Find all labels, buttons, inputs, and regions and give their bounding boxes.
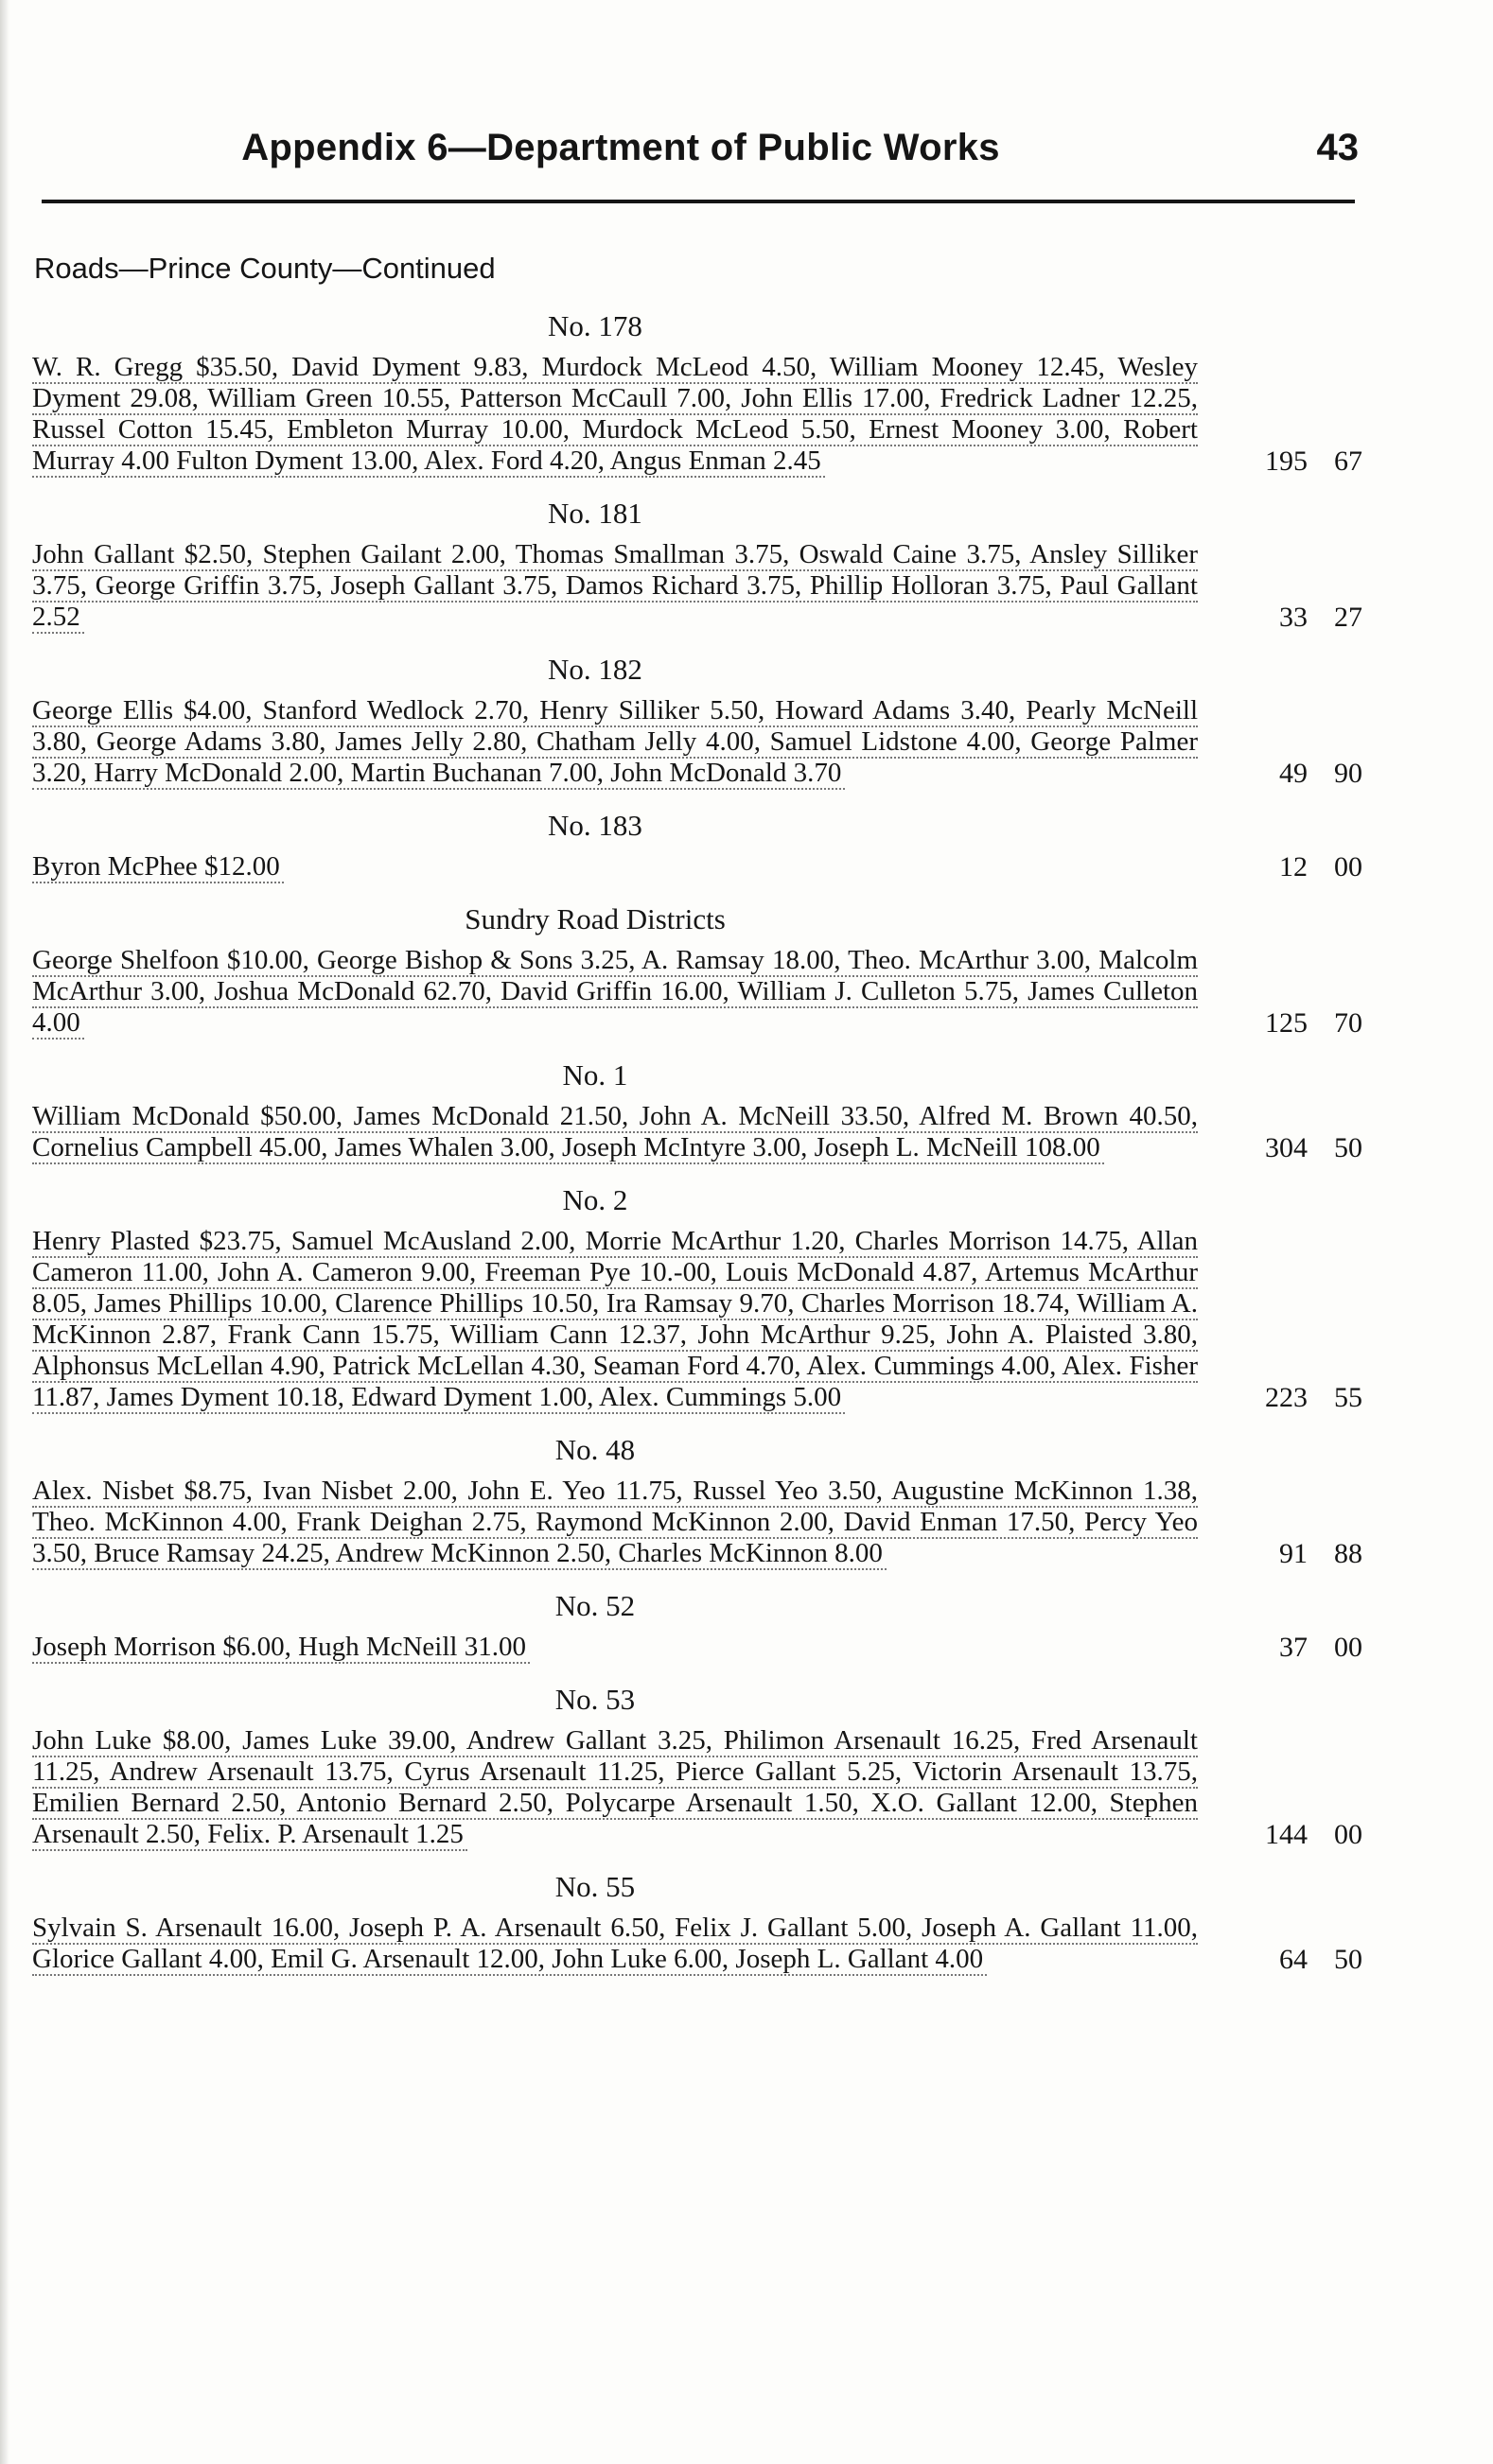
payee-text: W. R. Gregg $35.50, David Dyment 9.83, Murdock McLeod 4.50, William Mooney 12.45, Wesley Dyment 29.08, William Green 10.55, Patterson McCaull 7.00, John Ellis 17.00, Fredrick Ladner 12.25, Russel Cotton 15.45, Embleton Murray 10.00, Murdock McLeod 5.50, Ernest Mooney 3.00, Robert Murray 4.00 Fulton Dyment 13.00, Alex. Ford 4.20, Angus Enman 2.45 bbox=[32, 352, 1198, 476]
total-dollars: 223 bbox=[1265, 1382, 1308, 1413]
district-total bbox=[1198, 602, 1362, 633]
payee-text: William McDonald $50.00, James McDonald 21.50, John A. McNeill 33.50, Alfred M. Brown 40.50, Cornelius Campbell 45.00, James Whalen 3.00, Joseph McIntyre 3.00, Joseph L. McNeill 108.00 bbox=[32, 1101, 1198, 1162]
payee-list bbox=[32, 352, 1198, 477]
total-cents: 88 bbox=[1334, 1538, 1362, 1569]
district-entry bbox=[32, 1913, 1362, 1975]
total-cents: 90 bbox=[1334, 758, 1362, 789]
payee-list bbox=[32, 1632, 1198, 1663]
payee-text: Alex. Nisbet $8.75, Ivan Nisbet 2.00, John E. Yeo 11.75, Russel Yeo 3.50, Augustine McKinnon 1.38, Theo. McKinnon 4.00, Frank Deighan 2.75, Raymond McKinnon 2.00, David Enman 17.50, Percy Yeo 3.50, Bruce Ramsay 24.25, Andrew McKinnon 2.50, Charles McKinnon 8.00 bbox=[32, 1476, 1198, 1568]
payee-list bbox=[32, 539, 1198, 633]
payee-text: George Ellis $4.00, Stanford Wedlock 2.70, Henry Silliker 5.50, Howard Adams 3.40, Pearly McNeill 3.80, George Adams 3.80, James Jelly 2.80, Chatham Jelly 4.00, Samuel Lidstone 4.00, George Palmer 3.20, Harry McDonald 2.00, Martin Buchanan 7.00, John McDonald 3.70 bbox=[32, 695, 1198, 788]
content bbox=[32, 305, 1362, 1990]
total-dollars: 144 bbox=[1265, 1819, 1308, 1850]
road-district-block bbox=[32, 1584, 1362, 1663]
total-dollars: 64 bbox=[1279, 1944, 1308, 1975]
district-title: No. 182 bbox=[548, 653, 642, 686]
road-district-block bbox=[32, 648, 1362, 789]
district-entry bbox=[32, 539, 1362, 633]
district-title: No. 53 bbox=[554, 1683, 636, 1716]
total-dollars: 12 bbox=[1279, 851, 1308, 882]
road-district-block bbox=[32, 804, 1362, 882]
total-dollars: 33 bbox=[1279, 602, 1308, 633]
page-number: 43 bbox=[1316, 127, 1359, 168]
district-title: No. 183 bbox=[548, 809, 642, 842]
total-dollars: 304 bbox=[1265, 1132, 1308, 1163]
district-entry bbox=[32, 352, 1362, 477]
district-title: No. 52 bbox=[554, 1589, 636, 1622]
payee-text: Sylvain S. Arsenault 16.00, Joseph P. A. Arsenault 6.50, Felix J. Gallant 5.00, Joseph A. Gallant 11.00, Glorice Gallant 4.00, Emil G. Arsenault 12.00, John Luke 6.00, Joseph L. Gallant 4.00 bbox=[32, 1913, 1198, 1974]
district-entry bbox=[32, 1101, 1362, 1163]
total-cents: 67 bbox=[1334, 446, 1362, 477]
total-cents: 50 bbox=[1334, 1944, 1362, 1975]
total-dollars: 49 bbox=[1279, 758, 1308, 789]
road-district-block bbox=[32, 1865, 1362, 1975]
payee-text: Henry Plasted $23.75, Samuel McAusland 2.00, Morrie McArthur 1.20, Charles Morrison 14.75, Allan Cameron 11.00, John A. Cameron 9.00, Freeman Pye 10.-00, Louis McDonald 4.87, Artemus McArthur 8.05, James Phillips 10.00, Clarence Phillips 10.50, Ira Ramsay 9.70, Charles Morrison 18.74, William A. McKinnon 2.87, Frank Cann 15.75, William Cann 12.37, John McArthur 9.25, John A. Plaisted 3.80, Alphonsus McLellan 4.90, Patrick McLellan 4.30, Seaman Ford 4.70, Alex. Cummings 4.00, Alex. Fisher 11.87, James Dyment 10.18, Edward Dyment 1.00, Alex. Cummings 5.00 bbox=[32, 1226, 1198, 1412]
district-title: No. 1 bbox=[562, 1058, 628, 1092]
district-total bbox=[1198, 1382, 1362, 1413]
header-rule bbox=[42, 200, 1355, 203]
road-district-block bbox=[32, 898, 1362, 1039]
payee-list bbox=[32, 1101, 1198, 1163]
payee-list bbox=[32, 1476, 1198, 1569]
district-entry bbox=[32, 1632, 1362, 1663]
district-entry bbox=[32, 945, 1362, 1039]
district-total bbox=[1198, 1007, 1362, 1039]
road-district-block bbox=[32, 1428, 1362, 1569]
page-header bbox=[34, 127, 1359, 180]
section-heading: Roads—Prince County—Continued bbox=[34, 252, 496, 285]
total-cents: 00 bbox=[1334, 1819, 1362, 1850]
district-title: No. 181 bbox=[548, 497, 642, 530]
total-cents: 50 bbox=[1334, 1132, 1362, 1163]
district-total bbox=[1198, 1632, 1362, 1663]
total-cents: 00 bbox=[1334, 1632, 1362, 1663]
district-entry bbox=[32, 695, 1362, 789]
total-dollars: 195 bbox=[1265, 446, 1308, 477]
total-dollars: 37 bbox=[1279, 1632, 1308, 1663]
district-title: No. 48 bbox=[554, 1433, 636, 1466]
payee-text: John Gallant $2.50, Stephen Gailant 2.00, Thomas Smallman 3.75, Oswald Caine 3.75, Ansley Silliker 3.75, George Griffin 3.75, Joseph Gallant 3.75, Damos Richard 3.75, Phillip Holloran 3.75, Paul Gallant 2.52 bbox=[32, 539, 1198, 632]
district-entry bbox=[32, 1725, 1362, 1850]
district-total bbox=[1198, 1132, 1362, 1163]
district-entry bbox=[32, 1476, 1362, 1569]
payee-list bbox=[32, 851, 1198, 882]
total-dollars: 125 bbox=[1265, 1007, 1308, 1039]
road-district-block bbox=[32, 1179, 1362, 1413]
payee-text: George Shelfoon $10.00, George Bishop & Sons 3.25, A. Ramsay 18.00, Theo. McArthur 3.00, Malcolm McArthur 3.00, Joshua McDonald 62.70, David Griffin 16.00, William J. Culleton 5.75, James Culleton 4.00 bbox=[32, 945, 1198, 1038]
district-title: No. 178 bbox=[548, 309, 642, 342]
road-district-block bbox=[32, 1054, 1362, 1163]
payee-list bbox=[32, 945, 1198, 1039]
district-entry bbox=[32, 1226, 1362, 1413]
district-total bbox=[1198, 1538, 1362, 1569]
payee-list bbox=[32, 1913, 1198, 1975]
district-total bbox=[1198, 758, 1362, 789]
header-title: Appendix 6—Department of Public Works bbox=[241, 127, 1000, 168]
total-cents: 55 bbox=[1334, 1382, 1362, 1413]
district-total bbox=[1198, 1944, 1362, 1975]
payee-text: Byron McPhee $12.00 bbox=[32, 851, 284, 883]
road-district-block bbox=[32, 1678, 1362, 1850]
page-edge-shadow bbox=[0, 0, 9, 2464]
total-cents: 70 bbox=[1334, 1007, 1362, 1039]
district-total bbox=[1198, 851, 1362, 882]
district-total bbox=[1198, 446, 1362, 477]
district-title: No. 2 bbox=[562, 1183, 628, 1216]
total-cents: 00 bbox=[1334, 851, 1362, 882]
district-title: No. 55 bbox=[554, 1870, 636, 1903]
district-title: Sundry Road Districts bbox=[465, 902, 726, 935]
district-entry bbox=[32, 851, 1362, 882]
payee-list bbox=[32, 1725, 1198, 1850]
payee-text: John Luke $8.00, James Luke 39.00, Andrew Gallant 3.25, Philimon Arsenault 16.25, Fred Arsenault 11.25, Andrew Arsenault 13.75, Cyrus Arsenault 11.25, Pierce Gallant 5.25, Victorin Arsenault 13.75, Emilien Bernard 2.50, Antonio Bernard 2.50, Polycarpe Arsenault 1.50, X.O. Gallant 12.00, Stephen Arsenault 2.50, Felix. P. Arsenault 1.25 bbox=[32, 1725, 1198, 1849]
road-district-block bbox=[32, 492, 1362, 633]
total-dollars: 91 bbox=[1279, 1538, 1308, 1569]
district-total bbox=[1198, 1819, 1362, 1850]
total-cents: 27 bbox=[1334, 602, 1362, 633]
road-district-block bbox=[32, 305, 1362, 477]
payee-list bbox=[32, 695, 1198, 789]
payee-text: Joseph Morrison $6.00, Hugh McNeill 31.00 bbox=[32, 1632, 530, 1664]
payee-list bbox=[32, 1226, 1198, 1413]
